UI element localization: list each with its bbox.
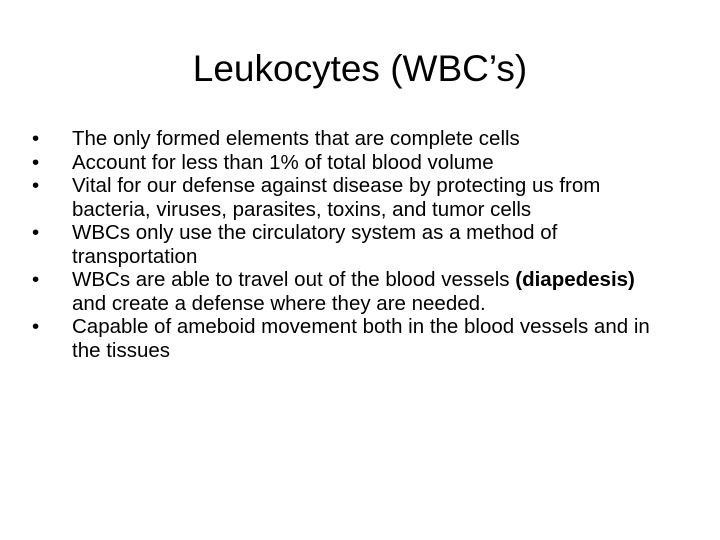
bullet-item xyxy=(30,151,670,175)
bullet-dot-icon: • xyxy=(32,268,40,291)
bullet-list xyxy=(30,127,670,362)
bullet-text: Account for less than 1% of total blood volume xyxy=(72,150,494,174)
bullet-text: Capable of ameboid movement both in the blood vessels and in the tissues xyxy=(72,315,650,362)
bullet-item xyxy=(30,315,670,362)
bullet-text: The only formed elements that are complete cells xyxy=(72,127,520,150)
bullet-text: Vital for our defense against disease by protecting us from bacteria, viruses, parasites, toxins, and tumor cells xyxy=(72,174,601,221)
bullet-item xyxy=(30,174,670,221)
bullet-text: WBCs only use the circulatory system as a method of transportation xyxy=(72,221,558,268)
diapedesis-term: (diapedesis) xyxy=(515,268,635,291)
slide-title: Leukocytes (WBC’s) xyxy=(192,48,528,89)
bullet-item xyxy=(30,221,670,268)
bullet-dot-icon: • xyxy=(32,150,40,174)
bullet-dot-icon: • xyxy=(32,174,40,197)
bullet-item xyxy=(30,127,670,151)
bullet-dot-icon: • xyxy=(32,127,40,150)
bullet-item xyxy=(30,268,670,315)
bullet-dot-icon: • xyxy=(32,315,40,338)
bullet-text-before: WBCs are able to travel out of the blood vessels xyxy=(72,268,516,291)
bullet-dot-icon: • xyxy=(32,221,40,244)
bullet-text-after: and create a defense where they are needed. xyxy=(72,291,486,315)
